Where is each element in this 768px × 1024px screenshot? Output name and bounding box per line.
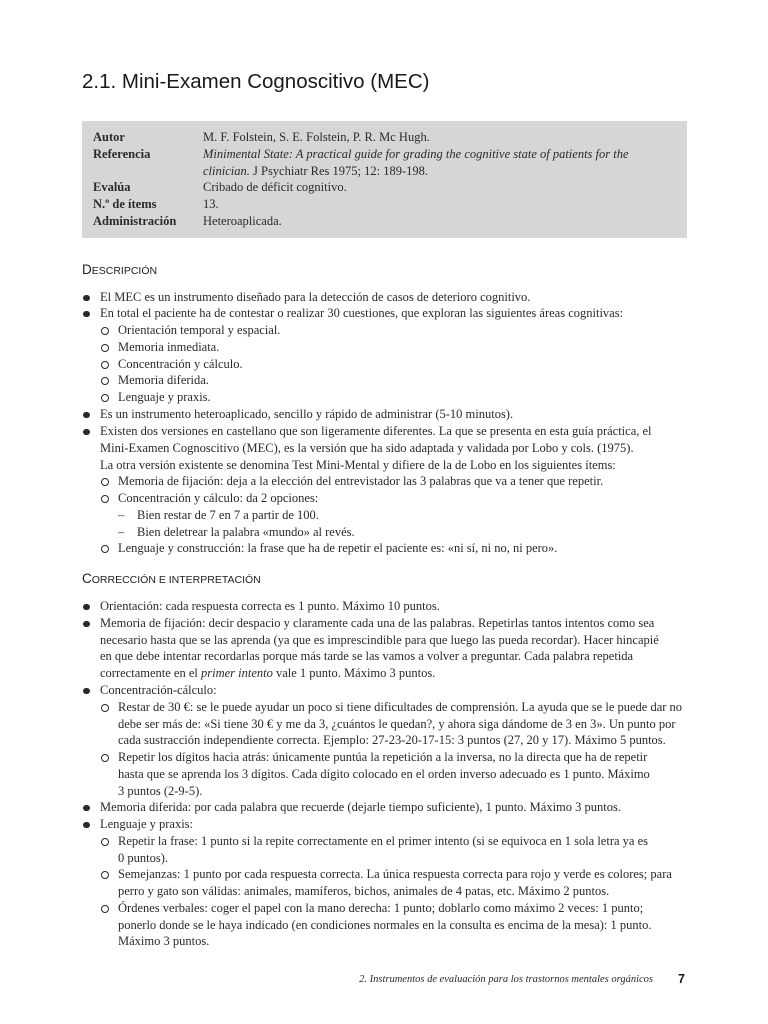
list-item: Repetir la frase: 1 punto si la repite correctamente en el primer intento (si se equivoca en 1 sola letra ya es bbox=[118, 834, 648, 848]
heading-descripcion-rest: ESCRIPCIÓN bbox=[91, 265, 158, 277]
bullet-dot bbox=[82, 799, 90, 816]
list-item: Existen dos versiones en castellano que son ligeramente diferentes. La que se presenta en esta guía práctica, el bbox=[100, 424, 652, 438]
bullet-circle bbox=[100, 339, 109, 356]
list-item: En total el paciente ha de contestar o realizar 30 cuestiones, que exploran las siguientes áreas cognitivas: bbox=[100, 306, 624, 320]
list-item-continued: La otra versión existente se denomina Test Mini-Mental y difiere de la de Lobo en los siguientes ítems: bbox=[100, 458, 616, 472]
bullet-circle bbox=[100, 490, 109, 507]
list-item-continued: ponerlo donde se le haya indicado (en condiciones normales en la consulta es encima de la mesa): 1 punto. bbox=[118, 918, 652, 932]
list-item: Memoria de fijación: deja a la elección del entrevistador las 3 palabras que va a tener que repetir. bbox=[118, 474, 604, 488]
referencia-line2-italic: clinician. bbox=[203, 164, 250, 178]
items-label: N.º de ítems bbox=[93, 197, 157, 211]
referencia-line1: Minimental State: A practical guide for grading the cognitive state of patients for the bbox=[203, 147, 629, 161]
bullet-circle bbox=[100, 749, 109, 766]
bullet-circle bbox=[100, 473, 109, 490]
bullet-dot bbox=[82, 423, 90, 440]
list-item: Repetir los dígitos hacia atrás: únicamente puntúa la repetición a la inversa, no la directa que ha de repetir bbox=[118, 750, 648, 764]
list-item: Orientación temporal y espacial. bbox=[118, 323, 281, 337]
heading-correccion-initial: C bbox=[82, 571, 92, 586]
bullet-circle bbox=[100, 900, 109, 917]
list-item-continued bbox=[100, 665, 435, 682]
list-item: Memoria inmediata. bbox=[118, 340, 220, 354]
list-item: Bien restar de 7 en 7 a partir de 100. bbox=[137, 508, 319, 522]
list-item-continued: 3 puntos (2-9-5). bbox=[118, 784, 203, 798]
list-item-continued: Mini-Examen Cognoscitivo (MEC), es la versión que ha sido adaptada y validada por Lobo y cols. (1975). bbox=[100, 441, 634, 455]
text-run-italic: primer intento bbox=[200, 666, 273, 680]
admin-value: Heteroaplicada. bbox=[203, 214, 282, 228]
list-item-continued: necesario hasta que se las aprenda (ya que es imprescindible para que luego las pueda recordar). Hacer hincapié bbox=[100, 633, 659, 647]
bullet-circle bbox=[100, 372, 109, 389]
running-footer: 2. Instrumentos de evaluación para los trastornos mentales orgánicos bbox=[359, 974, 653, 985]
bullet-circle bbox=[100, 833, 109, 850]
list-item: Es un instrumento heteroaplicado, sencillo y rápido de administrar (5-10 minutos). bbox=[100, 407, 514, 421]
heading-descripcion-initial: D bbox=[82, 262, 92, 277]
referencia-line2-rest: J Psychiatr Res 1975; 12: 189-198. bbox=[249, 164, 428, 178]
bullet-dot bbox=[82, 598, 90, 615]
list-item-continued: hasta que se aprenda los 3 dígitos. Cada dígito colocado en el orden inverso adecuado es 1 punto. Máximo bbox=[118, 767, 650, 781]
referencia-label: Referencia bbox=[93, 147, 151, 161]
list-item: Concentración y cálculo: da 2 opciones: bbox=[118, 491, 319, 505]
admin-label: Administración bbox=[93, 214, 177, 228]
list-item-continued: 0 puntos). bbox=[118, 851, 168, 865]
bullet-circle bbox=[100, 540, 109, 557]
evalua-label: Evalúa bbox=[93, 180, 131, 194]
items-value: 13. bbox=[203, 197, 219, 211]
section-heading-correccion bbox=[82, 571, 261, 586]
evalua-value: Cribado de déficit cognitivo. bbox=[203, 180, 347, 194]
heading-correccion-rest: ORRECCIÓN E INTERPRETACIÓN bbox=[91, 574, 261, 586]
list-item-continued: perro y gato son válidas: animales, mamíferos, bichos, animales de 4 patas, etc. Máximo 2 puntos. bbox=[118, 884, 610, 898]
bullet-circle bbox=[100, 322, 109, 339]
bullet-circle bbox=[100, 389, 109, 406]
bullet-circle bbox=[100, 356, 109, 373]
referencia-line2 bbox=[203, 163, 428, 179]
list-item: Órdenes verbales: coger el papel con la mano derecha: 1 punto; doblarlo como máximo 2 veces: 1 punto; bbox=[118, 901, 644, 915]
list-item: Lenguaje y praxis. bbox=[118, 390, 211, 404]
bullet-dash: – bbox=[118, 508, 125, 522]
list-item-continued: en que debe intentar recordarlas porque más tarde se las vamos a volver a preguntar. Cada palabra repetida bbox=[100, 649, 634, 663]
page-title: 2.1. Mini-Examen Cognoscitivo (MEC) bbox=[82, 70, 430, 93]
section-heading-descripcion bbox=[82, 262, 157, 277]
list-item: Bien deletrear la palabra «mundo» al revés. bbox=[137, 525, 355, 539]
bullet-dot bbox=[82, 406, 90, 423]
list-item-continued: Máximo 3 puntos. bbox=[118, 934, 210, 948]
info-box bbox=[82, 121, 687, 238]
list-item: Orientación: cada respuesta correcta es 1 punto. Máximo 10 puntos. bbox=[100, 599, 440, 613]
autor-value: M. F. Folstein, S. E. Folstein, P. R. Mc Hugh. bbox=[203, 130, 430, 144]
list-item: Memoria diferida: por cada palabra que recuerde (dejarle tiempo suficiente), 1 punto. Máximo 3 puntos. bbox=[100, 800, 621, 814]
list-item: Semejanzas: 1 punto por cada respuesta correcta. La única respuesta correcta para rojo y verde es colores; para bbox=[118, 867, 672, 881]
list-item: El MEC es un instrumento diseñado para la detección de casos de deterioro cognitivo. bbox=[100, 290, 531, 304]
bullet-circle bbox=[100, 699, 109, 716]
page-number: 7 bbox=[678, 972, 685, 986]
bullet-dot bbox=[82, 816, 90, 833]
list-item: Lenguaje y construcción: la frase que ha de repetir el paciente es: «ni sí, ni no, ni pero». bbox=[118, 541, 558, 555]
bullet-circle bbox=[100, 866, 109, 883]
bullet-dash: – bbox=[118, 525, 125, 539]
bullet-dot bbox=[82, 682, 90, 699]
list-item: Restar de 30 €: se le puede ayudar un poco si tiene dificultades de comprensión. La ayuda que se le puede dar no bbox=[118, 700, 683, 714]
list-item: Lenguaje y praxis: bbox=[100, 817, 194, 831]
bullet-dot bbox=[82, 305, 90, 322]
bullet-dot bbox=[82, 289, 90, 306]
list-item-continued: debe ser más de: «Si tiene 30 € y me da 3, ¿cuántos le quedan?, y ahora siga dándome de 3 en 3». Un punto por bbox=[118, 717, 676, 731]
text-run: correctamente en el bbox=[100, 666, 201, 680]
list-item-continued: cada sustracción independiente correcta. Ejemplo: 27-23-20-17-15: 3 puntos (27, 20 y 17). Máximo 5 puntos. bbox=[118, 733, 666, 747]
bullet-dot bbox=[82, 615, 90, 632]
list-item: Memoria diferida. bbox=[118, 373, 209, 387]
list-item: Memoria de fijación: decir despacio y claramente cada una de las palabras. Repetirlas tantos intentos como sea bbox=[100, 616, 655, 630]
autor-label: Autor bbox=[93, 130, 125, 144]
list-item: Concentración y cálculo. bbox=[118, 357, 243, 371]
text-run: vale 1 punto. Máximo 3 puntos. bbox=[272, 666, 436, 680]
list-item: Concentración-cálculo: bbox=[100, 683, 217, 697]
